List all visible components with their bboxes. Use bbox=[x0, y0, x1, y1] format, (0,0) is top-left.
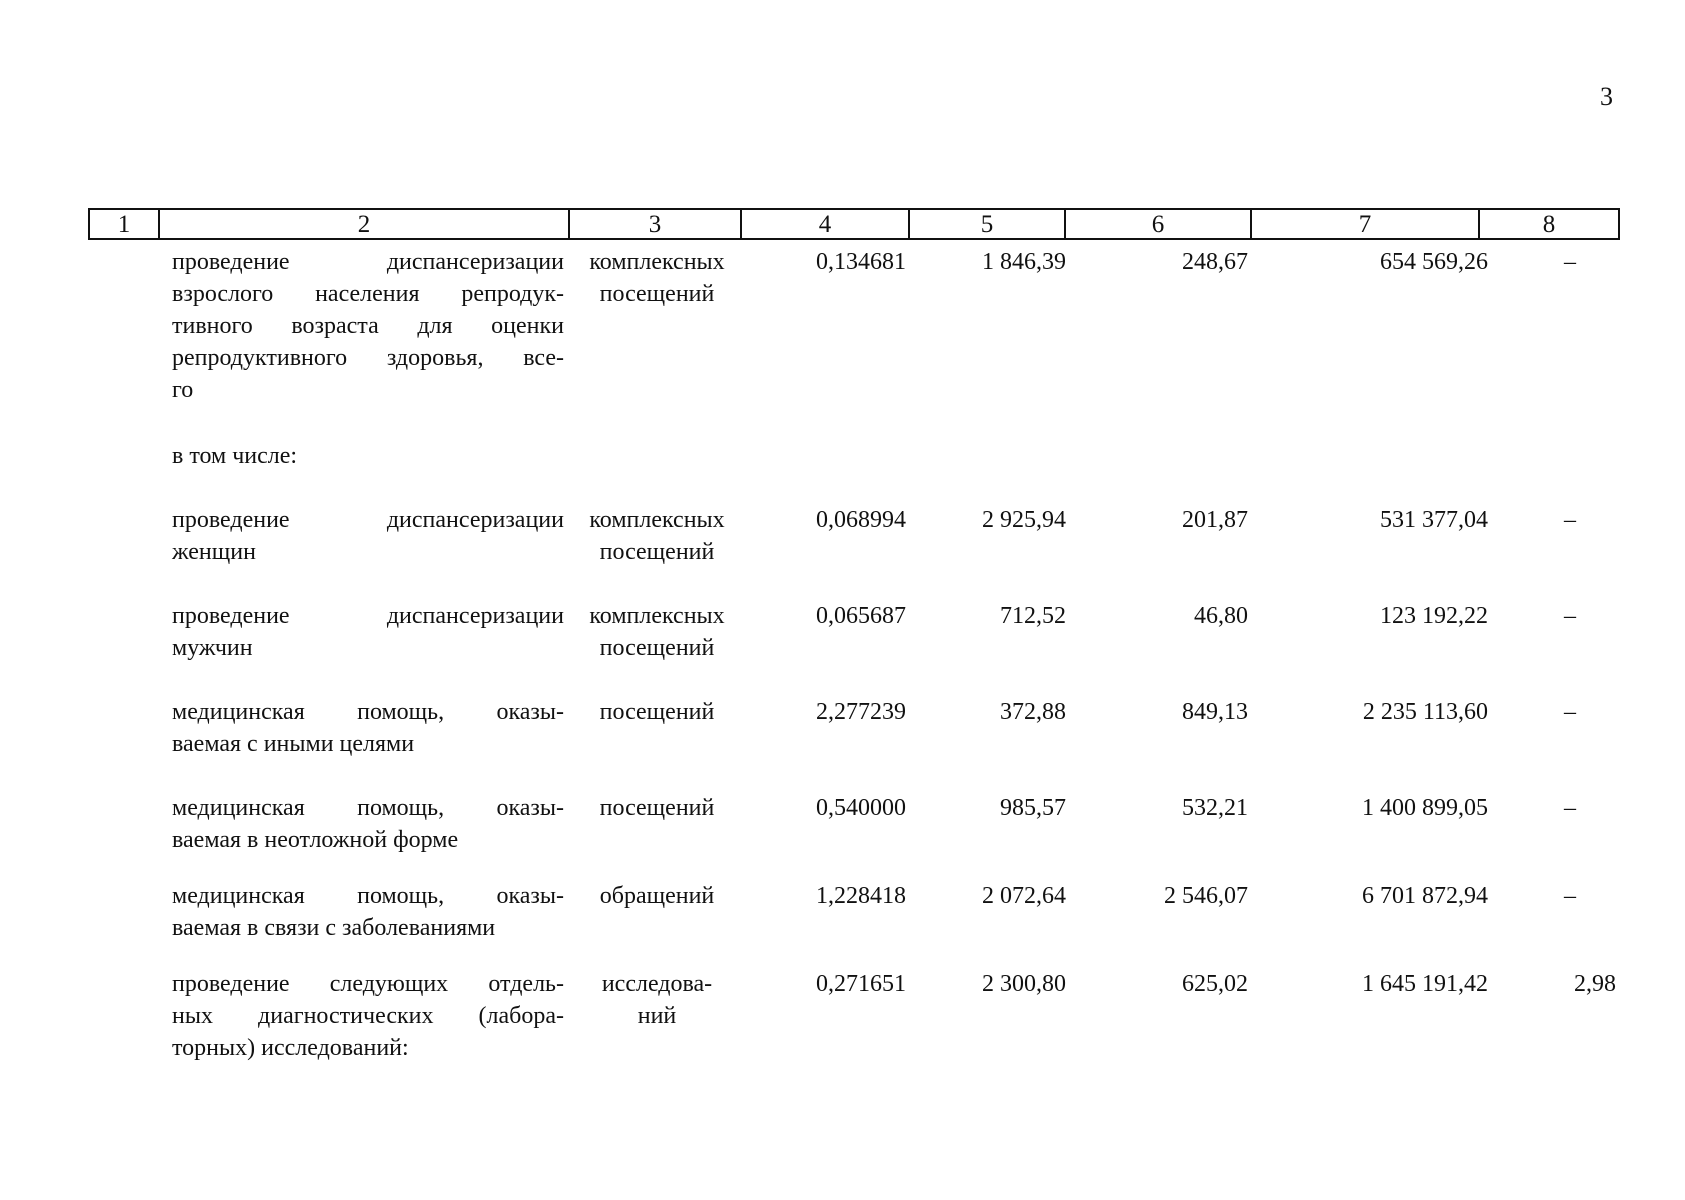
description-line: ваемая в неотложной форме bbox=[172, 827, 459, 853]
unit-line: комплексных bbox=[589, 603, 725, 629]
cell-col-8: – bbox=[1564, 507, 1576, 533]
cell-col-7: 2 235 113,60 bbox=[1362, 699, 1488, 725]
row-unit bbox=[568, 504, 746, 568]
description-line: медицинская помощь, оказы- bbox=[172, 795, 564, 821]
cell-col-4: 2,277239 bbox=[816, 699, 906, 725]
cell-col-4: 0,065687 bbox=[816, 603, 906, 629]
cell-col-7: 654 569,26 bbox=[1380, 249, 1488, 275]
row-description bbox=[172, 880, 564, 944]
cell-col-5: 2 072,64 bbox=[982, 883, 1066, 909]
cell-col-8: – bbox=[1564, 883, 1576, 909]
cell-col-8: – bbox=[1564, 699, 1576, 725]
header-col-2: 2 bbox=[160, 210, 570, 238]
row-description bbox=[172, 246, 564, 406]
row-unit bbox=[568, 968, 746, 1032]
page-number: 3 bbox=[1600, 82, 1613, 111]
description-line: взрослого населения репродук- bbox=[172, 281, 564, 307]
row-description bbox=[172, 968, 564, 1064]
header-col-1: 1 bbox=[90, 210, 160, 238]
cell-col-4: 0,134681 bbox=[816, 249, 906, 275]
description-line: ваемая в связи с заболеваниями bbox=[172, 915, 496, 941]
cell-col-5: 1 846,39 bbox=[982, 249, 1066, 275]
cell-col-4: 0,068994 bbox=[816, 507, 906, 533]
description-line: проведение диспансеризации bbox=[172, 249, 564, 275]
header-col-7: 7 bbox=[1252, 210, 1480, 238]
cell-col-6: 532,21 bbox=[1182, 795, 1248, 821]
unit-line: посещений bbox=[599, 635, 715, 661]
cell-col-5: 712,52 bbox=[1000, 603, 1066, 629]
unit-line: обращений bbox=[599, 883, 715, 909]
description-line: проведение диспансеризации bbox=[172, 603, 564, 629]
unit-line: комплексных bbox=[589, 507, 725, 533]
cell-col-4: 0,271651 bbox=[816, 971, 906, 997]
cell-col-6: 849,13 bbox=[1182, 699, 1248, 725]
description-line: медицинская помощь, оказы- bbox=[172, 699, 564, 725]
unit-line: посещений bbox=[599, 281, 715, 307]
cell-col-5: 2 300,80 bbox=[982, 971, 1066, 997]
description-line: го bbox=[172, 377, 194, 403]
cell-col-5: 2 925,94 bbox=[982, 507, 1066, 533]
row-description bbox=[172, 600, 564, 664]
description-line: в том числе: bbox=[172, 443, 298, 469]
unit-line: исследова- bbox=[601, 971, 713, 997]
row-description bbox=[172, 696, 564, 760]
description-line: мужчин bbox=[172, 635, 253, 661]
unit-line: посещений bbox=[599, 539, 715, 565]
header-col-3: 3 bbox=[570, 210, 742, 238]
cell-col-7: 1 400 899,05 bbox=[1362, 795, 1488, 821]
row-unit bbox=[568, 792, 746, 824]
row-unit bbox=[568, 600, 746, 664]
unit-line: комплексных bbox=[589, 249, 725, 275]
cell-col-4: 0,540000 bbox=[816, 795, 906, 821]
header-col-8: 8 bbox=[1542, 211, 1556, 238]
cell-col-7: 123 192,22 bbox=[1380, 603, 1488, 629]
cell-col-8: – bbox=[1564, 795, 1576, 821]
cell-col-6: 201,87 bbox=[1182, 507, 1248, 533]
row-description bbox=[172, 440, 564, 472]
cell-col-6: 46,80 bbox=[1194, 603, 1248, 629]
row-unit bbox=[568, 880, 746, 912]
row-description bbox=[172, 792, 564, 856]
header-col-6: 6 bbox=[1066, 210, 1252, 238]
header-col-5: 5 bbox=[910, 210, 1066, 238]
unit-line: посещений bbox=[599, 699, 715, 725]
description-line: тивного возраста для оценки bbox=[172, 313, 564, 339]
unit-line: посещений bbox=[599, 795, 715, 821]
unit-line: ний bbox=[637, 1003, 677, 1029]
description-line: женщин bbox=[172, 539, 256, 565]
cell-col-4: 1,228418 bbox=[816, 883, 906, 909]
cell-col-7: 1 645 191,42 bbox=[1362, 971, 1488, 997]
description-line: проведение следующих отдель- bbox=[172, 971, 564, 997]
description-line: ных диагностических (лабора- bbox=[172, 1003, 564, 1029]
cell-col-8: – bbox=[1564, 249, 1576, 275]
cell-col-6: 248,67 bbox=[1182, 249, 1248, 275]
cell-col-7: 531 377,04 bbox=[1380, 507, 1488, 533]
row-unit bbox=[568, 696, 746, 728]
description-line: ваемая с иными целями bbox=[172, 731, 415, 757]
description-line: проведение диспансеризации bbox=[172, 507, 564, 533]
cell-col-8: 2,98 bbox=[1574, 971, 1616, 997]
header-col-4: 4 bbox=[742, 210, 910, 238]
row-unit bbox=[568, 246, 746, 310]
description-line: медицинская помощь, оказы- bbox=[172, 883, 564, 909]
description-line: репродуктивного здоровья, все- bbox=[172, 345, 564, 371]
column-number-header bbox=[88, 208, 1620, 240]
cell-col-8: – bbox=[1564, 603, 1576, 629]
description-line: торных) исследований: bbox=[172, 1035, 409, 1061]
cell-col-6: 625,02 bbox=[1182, 971, 1248, 997]
cell-col-5: 372,88 bbox=[1000, 699, 1066, 725]
cell-col-6: 2 546,07 bbox=[1164, 883, 1248, 909]
cell-col-7: 6 701 872,94 bbox=[1362, 883, 1488, 909]
row-description bbox=[172, 504, 564, 568]
cell-col-5: 985,57 bbox=[1000, 795, 1066, 821]
